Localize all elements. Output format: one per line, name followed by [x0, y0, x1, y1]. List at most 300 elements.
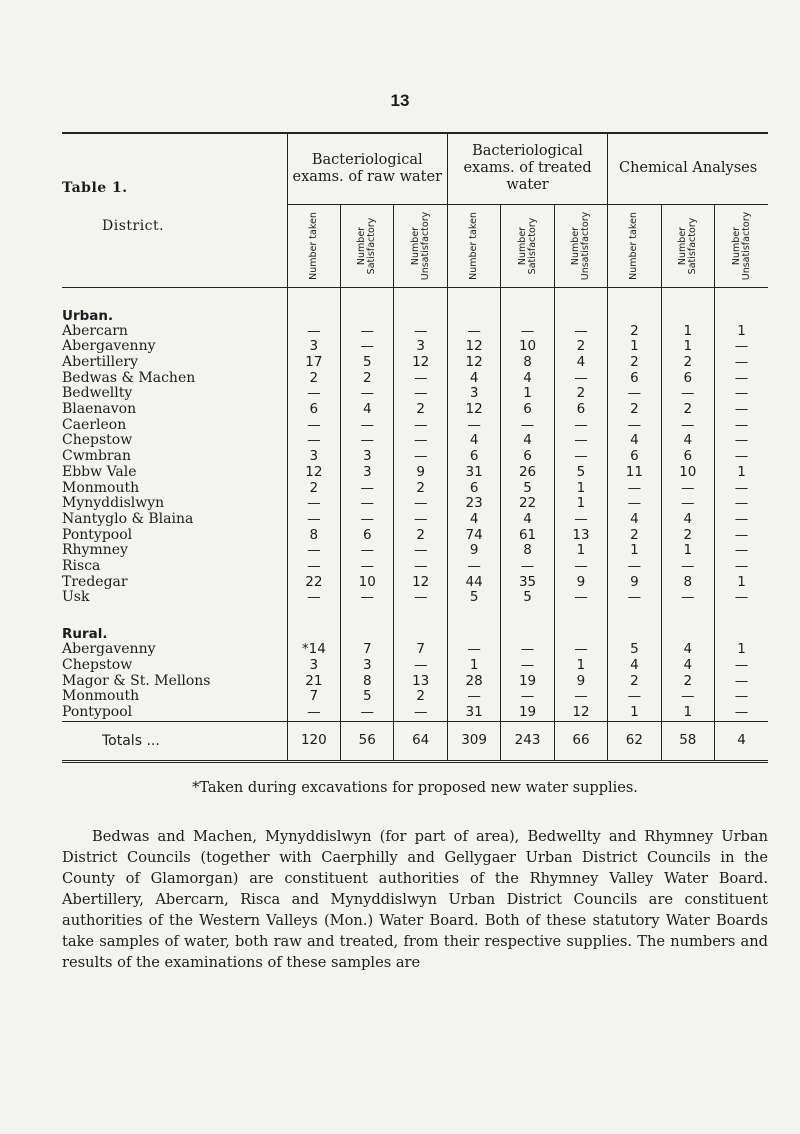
column-subheader: [394, 204, 447, 287]
table-cell: —: [501, 642, 554, 658]
table-cell: —: [554, 418, 607, 434]
spacer-cell: [715, 606, 768, 620]
column-subheader-label: Number Satisfactory: [516, 217, 538, 274]
table-cell: 3: [341, 465, 394, 481]
table-cell: 8: [341, 674, 394, 690]
table-cell: 12: [394, 355, 447, 371]
table-cell: —: [501, 324, 554, 340]
group-header-chemical: Chemical Analyses: [608, 133, 768, 204]
table-cell: —: [341, 339, 394, 355]
table-row: [62, 481, 768, 497]
body-paragraph: Bedwas and Machen, Mynyddislwyn (for part of area), Bedwellty and Rhymney Urban District Councils (together with Caerphilly and Gellygaer Urban District Councils in the County of Glamorgan) are constituent authorities of the Rhymney Valley Water Board. Abertillery, Abercarn, Risca and Mynyddislwyn Urban District Councils are constituent authorities of the Western Valleys (Mon.) Water Board. Both of these statutory Water Boards take samples of water, both raw and treated, from their respective supplies. The numbers and results of the examinations of these samples are: [62, 828, 768, 971]
table-row: [62, 496, 768, 512]
district-name: Caerleon: [62, 416, 127, 433]
table-cell: —: [447, 559, 500, 575]
table-cell: —: [715, 528, 768, 544]
table-cell: —: [394, 433, 447, 449]
table-cell: 2: [394, 528, 447, 544]
table-cell: —: [394, 324, 447, 340]
spacer-cell: [447, 620, 500, 642]
table-cell: 13: [394, 674, 447, 690]
table-cell: 19: [501, 674, 554, 690]
column-subheader-label: Number Unsatisfactory: [569, 211, 591, 280]
district-name: Abercarn: [62, 322, 128, 339]
table-cell: 31: [447, 465, 500, 481]
table-cell: 5: [554, 465, 607, 481]
table-cell: —: [287, 705, 340, 721]
table-cell: 7: [341, 642, 394, 658]
table-cell: 11: [608, 465, 661, 481]
table-row: [62, 465, 768, 481]
table-cell: 6: [608, 371, 661, 387]
table-row: [62, 543, 768, 559]
page-number: 13: [390, 91, 410, 110]
table-cell: —: [554, 559, 607, 575]
table-cell: —: [554, 590, 607, 606]
table-cell: 4: [447, 433, 500, 449]
column-subheader: [608, 204, 661, 287]
table-cell: 1: [554, 496, 607, 512]
table-cell: 1: [661, 339, 714, 355]
table-cell: —: [287, 496, 340, 512]
table-cell: 4: [447, 371, 500, 387]
table-cell: 2: [661, 674, 714, 690]
table-cell: —: [287, 543, 340, 559]
table-cell: 12: [554, 705, 607, 721]
table-cell: —: [341, 512, 394, 528]
column-subheader: [554, 204, 607, 287]
table-cell: 8: [287, 528, 340, 544]
table-cell: 5: [341, 355, 394, 371]
table-cell: 4: [661, 658, 714, 674]
table-cell: —: [715, 543, 768, 559]
table-cell: 9: [394, 465, 447, 481]
table-cell: —: [715, 590, 768, 606]
table-cell: —: [608, 481, 661, 497]
table-row: [62, 705, 768, 721]
table-row: [62, 449, 768, 465]
table-row: [62, 642, 768, 658]
table-cell: —: [287, 418, 340, 434]
table-cell: —: [447, 324, 500, 340]
table-cell: —: [608, 386, 661, 402]
table-row: [62, 355, 768, 371]
table-cell: —: [394, 512, 447, 528]
table-cell: 8: [501, 543, 554, 559]
district-name: Blaenavon: [62, 401, 137, 418]
table-cell: —: [341, 496, 394, 512]
table-cell: 26: [501, 465, 554, 481]
table-cell: —: [341, 543, 394, 559]
district-name: Mynyddislwyn: [62, 495, 165, 512]
column-subheader: [287, 204, 340, 287]
table-cell: 6: [287, 402, 340, 418]
table-cell: 44: [447, 575, 500, 591]
table-cell: 1: [554, 658, 607, 674]
section-label-row: [62, 620, 768, 642]
table-cell: —: [394, 543, 447, 559]
table-cell: —: [661, 559, 714, 575]
table-cell: —: [715, 689, 768, 705]
table-cell: 12: [447, 402, 500, 418]
table-cell: —: [715, 512, 768, 528]
table-cell: —: [341, 418, 394, 434]
table-cell: 2: [394, 689, 447, 705]
table-cell: 2: [608, 324, 661, 340]
table-cell: 7: [287, 689, 340, 705]
table-cell: 6: [661, 371, 714, 387]
table-cell: 7: [394, 642, 447, 658]
table-cell: 6: [661, 449, 714, 465]
spacer-cell: [715, 302, 768, 324]
table-row: [62, 575, 768, 591]
table-cell: 6: [554, 402, 607, 418]
table-cell: 3: [287, 449, 340, 465]
district-name: Monmouth: [62, 479, 140, 496]
table-cell: —: [554, 689, 607, 705]
column-subheader: [447, 204, 500, 287]
spacer-cell: [394, 606, 447, 620]
table-cell: 10: [501, 339, 554, 355]
table-cell: 3: [287, 658, 340, 674]
table-spacer-row: [62, 606, 768, 620]
table-cell: 4: [608, 658, 661, 674]
table-cell: 1: [501, 386, 554, 402]
table-cell: 4: [501, 371, 554, 387]
table-cell: —: [554, 324, 607, 340]
table-cell: —: [715, 339, 768, 355]
table-row: [62, 689, 768, 705]
table-cell: 4: [554, 355, 607, 371]
table-cell: —: [715, 559, 768, 575]
column-subheader-label: Number Unsatisfactory: [409, 211, 431, 280]
section-label: Urban.: [62, 307, 114, 324]
table-cell: 10: [661, 465, 714, 481]
table-cell: 1: [715, 575, 768, 591]
table-cell: —: [447, 642, 500, 658]
table-cell: 2: [394, 481, 447, 497]
table-cell: 28: [447, 674, 500, 690]
spacer-cell: [447, 302, 500, 324]
column-subheader: [661, 204, 714, 287]
table-cell: —: [447, 418, 500, 434]
spacer-cell: [341, 620, 394, 642]
table-row: [62, 371, 768, 387]
spacer-cell: [341, 287, 394, 302]
table-cell: 4: [661, 433, 714, 449]
spacer-cell: [447, 287, 500, 302]
spacer-cell: [501, 620, 554, 642]
spacer-cell: [501, 302, 554, 324]
table-cell: 3: [341, 449, 394, 465]
table-cell: 4: [608, 512, 661, 528]
table-cell: —: [501, 658, 554, 674]
spacer-cell: [554, 287, 607, 302]
column-subheader-label: Number taken: [628, 211, 640, 280]
table-cell: —: [715, 402, 768, 418]
table-cell: —: [661, 689, 714, 705]
table-cell: 2: [661, 402, 714, 418]
totals-cell: 56: [341, 721, 394, 761]
totals-label: Totals ...: [62, 721, 287, 761]
totals-cell: 64: [394, 721, 447, 761]
column-subheader-label: Number taken: [307, 211, 319, 280]
spacer-cell: [554, 620, 607, 642]
table-cell: —: [394, 705, 447, 721]
table-cell: —: [394, 386, 447, 402]
district-name: Bedwellty: [62, 385, 133, 402]
table-cell: 10: [341, 575, 394, 591]
table-cell: —: [287, 512, 340, 528]
table-cell: 5: [341, 689, 394, 705]
district-name: Abertillery: [62, 353, 138, 370]
table-cell: —: [715, 371, 768, 387]
spacer-cell: [661, 287, 714, 302]
table-cell: 3: [394, 339, 447, 355]
table-cell: 4: [341, 402, 394, 418]
spacer-cell: [608, 302, 661, 324]
table-cell: 6: [608, 449, 661, 465]
district-name: Tredegar: [62, 573, 128, 590]
table-row: [62, 339, 768, 355]
spacer-cell: [661, 302, 714, 324]
column-subheader: [341, 204, 394, 287]
table-cell: —: [715, 355, 768, 371]
district-name: Pontypool: [62, 526, 133, 543]
table-cell: —: [287, 559, 340, 575]
table-cell: 2: [608, 528, 661, 544]
spacer-cell: [554, 302, 607, 324]
table-cell: 17: [287, 355, 340, 371]
table-cell: 5: [501, 481, 554, 497]
table-cell: —: [501, 418, 554, 434]
table-cell: 3: [447, 386, 500, 402]
spacer-cell: [287, 287, 340, 302]
table-cell: 5: [608, 642, 661, 658]
spacer-cell: [608, 620, 661, 642]
spacer-cell: [341, 302, 394, 324]
section-label-row: [62, 302, 768, 324]
table-cell: 1: [447, 658, 500, 674]
table-cell: 1: [715, 465, 768, 481]
table-cell: —: [715, 481, 768, 497]
table-cell: 12: [394, 575, 447, 591]
table-spacer-row: [62, 287, 768, 302]
table-cell: —: [554, 433, 607, 449]
spacer-cell: [715, 620, 768, 642]
table-cell: —: [341, 705, 394, 721]
table-row: [62, 386, 768, 402]
table-cell: —: [341, 481, 394, 497]
water-exams-table: [62, 132, 768, 763]
table-cell: 4: [501, 433, 554, 449]
table-cell: 1: [554, 543, 607, 559]
table-cell: —: [394, 418, 447, 434]
spacer-cell: [394, 302, 447, 324]
table-cell: —: [287, 590, 340, 606]
table-cell: —: [608, 689, 661, 705]
table-cell: —: [394, 559, 447, 575]
table-cell: —: [661, 386, 714, 402]
table-cell: 2: [554, 339, 607, 355]
table-cell: 1: [608, 339, 661, 355]
table-cell: 12: [447, 355, 500, 371]
spacer-cell: [661, 606, 714, 620]
spacer-cell: [341, 606, 394, 620]
table-cell: —: [715, 674, 768, 690]
table-cell: —: [715, 449, 768, 465]
column-subheader-label: Number Unsatisfactory: [730, 211, 752, 280]
table-cell: —: [287, 433, 340, 449]
table-cell: *14: [287, 642, 340, 658]
table-cell: —: [287, 324, 340, 340]
table-cell: —: [341, 386, 394, 402]
table-cell: 9: [554, 575, 607, 591]
table-cell: 6: [341, 528, 394, 544]
column-subheader-label: Number taken: [468, 211, 480, 280]
table-cell: 2: [287, 371, 340, 387]
district-name: Chepstow: [62, 656, 133, 673]
district-name: Abergavenny: [62, 338, 156, 355]
table-cell: 12: [447, 339, 500, 355]
table-row: [62, 674, 768, 690]
spacer-cell: [394, 287, 447, 302]
spacer-cell: [501, 287, 554, 302]
district-name: Usk: [62, 589, 90, 606]
table-cell: —: [554, 449, 607, 465]
table-cell: —: [661, 418, 714, 434]
table-cell: 1: [661, 543, 714, 559]
table-cell: —: [394, 496, 447, 512]
table-cell: 1: [715, 642, 768, 658]
table-cell: —: [715, 418, 768, 434]
table-cell: 31: [447, 705, 500, 721]
table-row: [62, 528, 768, 544]
section-label: Rural.: [62, 626, 108, 643]
totals-row: [62, 721, 768, 761]
table-cell: 1: [661, 324, 714, 340]
totals-cell: 58: [661, 721, 714, 761]
totals-cell: 66: [554, 721, 607, 761]
totals-cell: 4: [715, 721, 768, 761]
table-cell: 2: [608, 674, 661, 690]
table-cell: —: [447, 689, 500, 705]
spacer-cell: [287, 606, 340, 620]
table-cell: —: [715, 658, 768, 674]
table-cell: 4: [447, 512, 500, 528]
table-cell: —: [554, 371, 607, 387]
table-cell: —: [608, 559, 661, 575]
table-cell: —: [394, 658, 447, 674]
totals-cell: 62: [608, 721, 661, 761]
table-cell: —: [661, 496, 714, 512]
spacer-cell: [501, 606, 554, 620]
totals-cell: 120: [287, 721, 340, 761]
table-cell: 2: [661, 355, 714, 371]
table-cell: —: [341, 324, 394, 340]
totals-cell: 309: [447, 721, 500, 761]
table-cell: —: [608, 496, 661, 512]
district-name: Ebbw Vale: [62, 463, 137, 480]
table-cell: 21: [287, 674, 340, 690]
spacer-cell: [62, 606, 287, 620]
district-name: Magor & St. Mellons: [62, 672, 211, 689]
spacer-cell: [715, 287, 768, 302]
table-cell: 35: [501, 575, 554, 591]
table-cell: —: [341, 559, 394, 575]
table-cell: 1: [661, 705, 714, 721]
table-cell: —: [501, 559, 554, 575]
table-cell: 2: [608, 402, 661, 418]
totals-cell: 243: [501, 721, 554, 761]
table-cell: —: [341, 590, 394, 606]
table-cell: 1: [715, 324, 768, 340]
table-row: [62, 658, 768, 674]
table-cell: —: [394, 590, 447, 606]
spacer-cell: [608, 606, 661, 620]
table-cell: 1: [608, 705, 661, 721]
table-cell: —: [715, 386, 768, 402]
table-cell: —: [501, 689, 554, 705]
table-cell: 4: [661, 642, 714, 658]
table-row: [62, 512, 768, 528]
table-cell: 6: [501, 449, 554, 465]
column-subheader-label: Number Satisfactory: [356, 217, 378, 274]
spacer-cell: [554, 606, 607, 620]
district-name: Risca: [62, 558, 101, 575]
table-cell: 4: [661, 512, 714, 528]
district-name: Abergavenny: [62, 641, 156, 658]
table-cell: 9: [608, 575, 661, 591]
table-row: [62, 418, 768, 434]
table-cell: 23: [447, 496, 500, 512]
table-cell: —: [554, 512, 607, 528]
table-cell: 1: [608, 543, 661, 559]
table-cell: 6: [447, 449, 500, 465]
spacer-cell: [447, 606, 500, 620]
table-cell: 9: [554, 674, 607, 690]
table-cell: 22: [501, 496, 554, 512]
table-cell: 22: [287, 575, 340, 591]
group-header-treated: Bacteriological exams. of treated water: [447, 133, 607, 204]
table-cell: 61: [501, 528, 554, 544]
spacer-cell: [287, 302, 340, 324]
table-cell: —: [715, 433, 768, 449]
table-cell: 13: [554, 528, 607, 544]
table-cell: —: [608, 418, 661, 434]
table-cell: 3: [341, 658, 394, 674]
spacer-cell: [287, 620, 340, 642]
table-row: [62, 433, 768, 449]
table-cell: —: [608, 590, 661, 606]
table-cell: —: [554, 642, 607, 658]
table-cell: 12: [287, 465, 340, 481]
table-cell: 3: [287, 339, 340, 355]
table-cell: 2: [394, 402, 447, 418]
table-cell: 8: [661, 575, 714, 591]
table-cell: 6: [447, 481, 500, 497]
group-header-raw: Bacteriological exams. of raw water: [287, 133, 447, 204]
table-cell: 2: [341, 371, 394, 387]
table-row: [62, 324, 768, 340]
table-cell: —: [661, 590, 714, 606]
table-cell: 19: [501, 705, 554, 721]
column-subheader: [715, 204, 768, 287]
table-cell: 9: [447, 543, 500, 559]
table-cell: 2: [287, 481, 340, 497]
column-subheader: [501, 204, 554, 287]
table-cell: —: [394, 449, 447, 465]
